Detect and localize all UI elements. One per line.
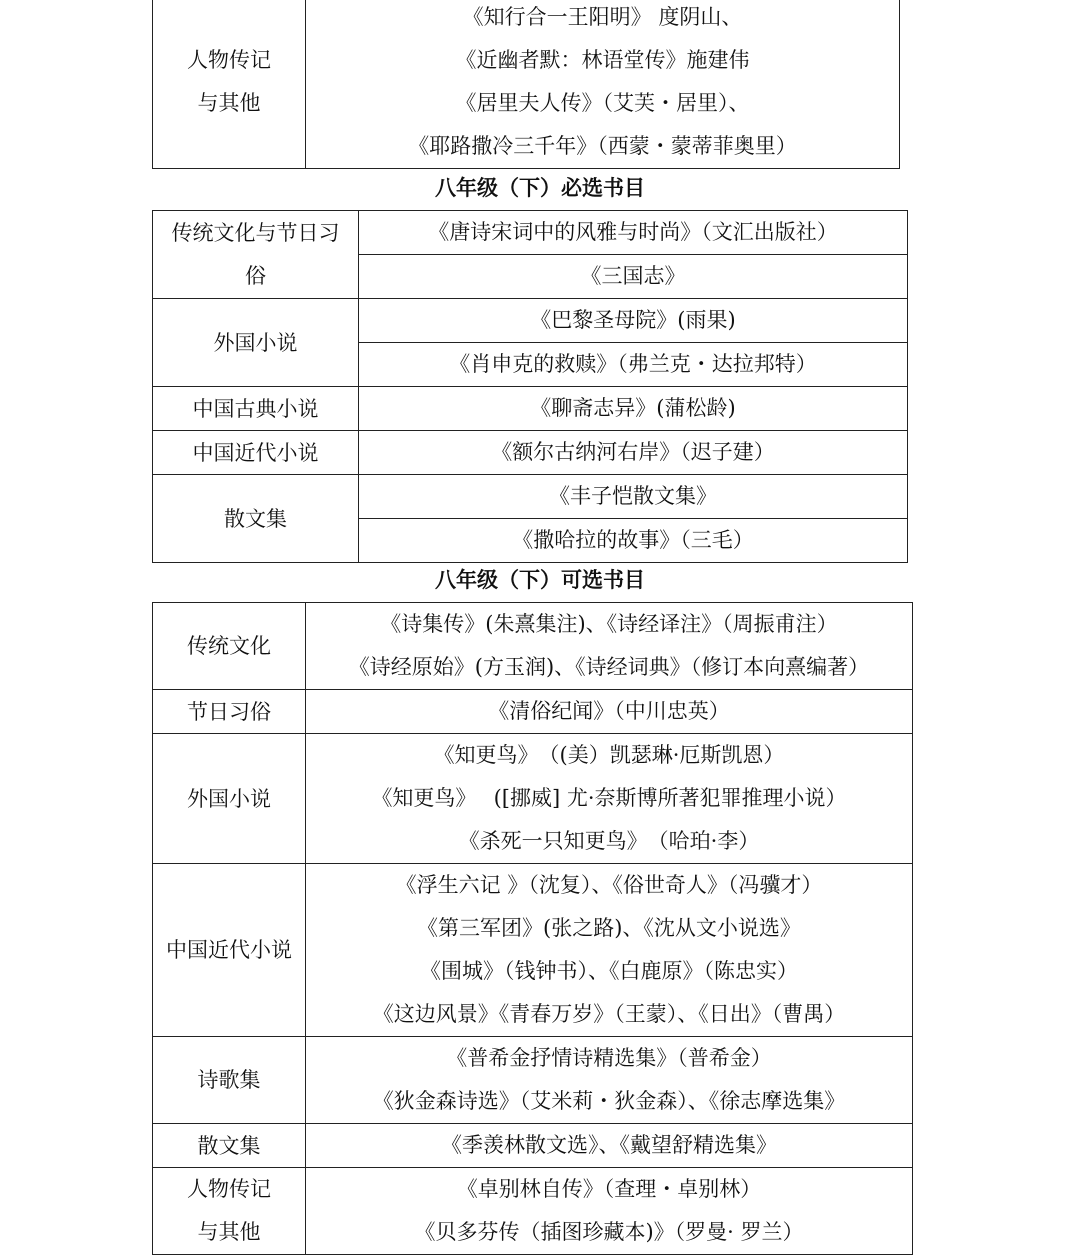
book-entry: 《知更鸟》 ([挪威] 尤·奈斯博所著犯罪推理小说） [371, 786, 847, 810]
section-title-optional: 八年级（下）可选书目 [435, 568, 645, 592]
book-entry: 《贝多芬传（插图珍藏本)》（罗曼· 罗兰） [414, 1220, 804, 1244]
book-entry: 《聊斋志异》(蒲松龄) [359, 387, 908, 431]
books-cell [306, 864, 913, 1037]
table-row [153, 431, 908, 475]
table-row [153, 1168, 913, 1255]
books-cell [306, 690, 913, 734]
table-row [153, 864, 913, 1037]
category-cell: 外国小说 [153, 734, 306, 864]
book-entry: 《肖申克的救赎》（弗兰克・达拉邦特） [359, 343, 908, 387]
table-row [153, 603, 913, 690]
table-row [153, 387, 908, 431]
book-entry: 《唐诗宋词中的风雅与时尚》（文汇出版社） [359, 211, 908, 255]
book-entry: 《季羡林散文选》、《戴望舒精选集》 [441, 1133, 777, 1157]
book-entry: 《第三军团》(张之路)、《沈从文小说选》 [417, 916, 801, 940]
books-cell [306, 1168, 913, 1255]
category-label: 与其他 [197, 91, 261, 115]
category-cell [153, 0, 306, 169]
book-entry: 《三国志》 [359, 255, 908, 299]
section-title-required: 八年级（下）必选书目 [435, 176, 645, 200]
table-row [153, 1037, 913, 1124]
category-label: 传统文化与节日习 [171, 220, 340, 245]
book-entry: 《额尔古纳河右岸》（迟子建） [359, 431, 908, 475]
book-entry: 《巴黎圣母院》(雨果) [359, 299, 908, 343]
book-entry: 《撒哈拉的故事》（三毛） [359, 519, 908, 563]
category-cell: 散文集 [153, 475, 359, 563]
table-row [153, 211, 908, 255]
table-row [153, 734, 913, 864]
table-row [153, 475, 908, 519]
book-entry: 《丰子恺散文集》 [359, 475, 908, 519]
book-entry: 《知更鸟》 （(美）凯瑟琳·厄斯凯恩） [433, 743, 785, 767]
category-cell: 散文集 [153, 1124, 306, 1168]
category-cell: 中国古典小说 [153, 387, 359, 431]
book-entry: 《近幽者默：林语堂传》施建伟 [455, 48, 750, 72]
book-entry: 《杀死一只知更鸟》 （哈珀·李） [458, 829, 760, 853]
category-cell: 传统文化 [153, 603, 306, 690]
category-cell: 中国近代小说 [153, 864, 306, 1037]
reading-list-table-continued [152, 0, 900, 169]
category-cell [153, 211, 359, 299]
category-label: 与其他 [197, 1220, 261, 1244]
books-cell [306, 0, 900, 169]
book-entry: 《诗经原始》(方玉润)、《诗经词典》（修订本向熹编著） [348, 655, 870, 679]
book-entry: 《居里夫人传》（艾芙・居里）、 [455, 91, 750, 115]
book-entry: 《耶路撒冷三千年》（西蒙・蒙蒂菲奥里） [408, 134, 797, 158]
category-cell: 节日习俗 [153, 690, 306, 734]
required-reading-table [152, 210, 908, 563]
optional-reading-table [152, 602, 913, 1255]
category-cell: 中国近代小说 [153, 431, 359, 475]
table-row [153, 0, 900, 169]
book-entry: 《浮生六记 》（沈复）、《俗世奇人》（冯骥才） [395, 873, 823, 897]
book-entry: 《这边风景》《青春万岁》（王蒙）、《日出》（曹禺） [372, 1002, 846, 1026]
table-row [153, 1124, 913, 1168]
category-cell: 外国小说 [153, 299, 359, 387]
book-entry: 《诗集传》(朱熹集注)、《诗经译注》（周振甫注） [380, 612, 838, 636]
book-entry: 《知行合一王阳明》 度阴山、 [462, 5, 743, 29]
table-row [153, 690, 913, 734]
books-cell [306, 1037, 913, 1124]
table-row [153, 299, 908, 343]
category-label: 人物传记 [187, 1177, 271, 1201]
category-label: 人物传记 [187, 48, 271, 72]
books-cell [306, 1124, 913, 1168]
book-entry: 《卓别林自传》（查理・卓别林） [456, 1177, 762, 1201]
category-label: 俗 [245, 263, 266, 288]
books-cell [306, 734, 913, 864]
category-cell: 诗歌集 [153, 1037, 306, 1124]
books-cell [306, 603, 913, 690]
book-entry: 《普希金抒情诗精选集》（普希金） [446, 1046, 772, 1070]
category-cell [153, 1168, 306, 1255]
book-entry: 《围城》（钱钟书）、《白鹿原》（陈忠实） [420, 959, 798, 983]
book-entry: 《狄金森诗选》（艾米莉・狄金森）、《徐志摩选集》 [372, 1089, 846, 1113]
book-entry: 《清俗纪闻》（中川忠英） [488, 699, 730, 723]
